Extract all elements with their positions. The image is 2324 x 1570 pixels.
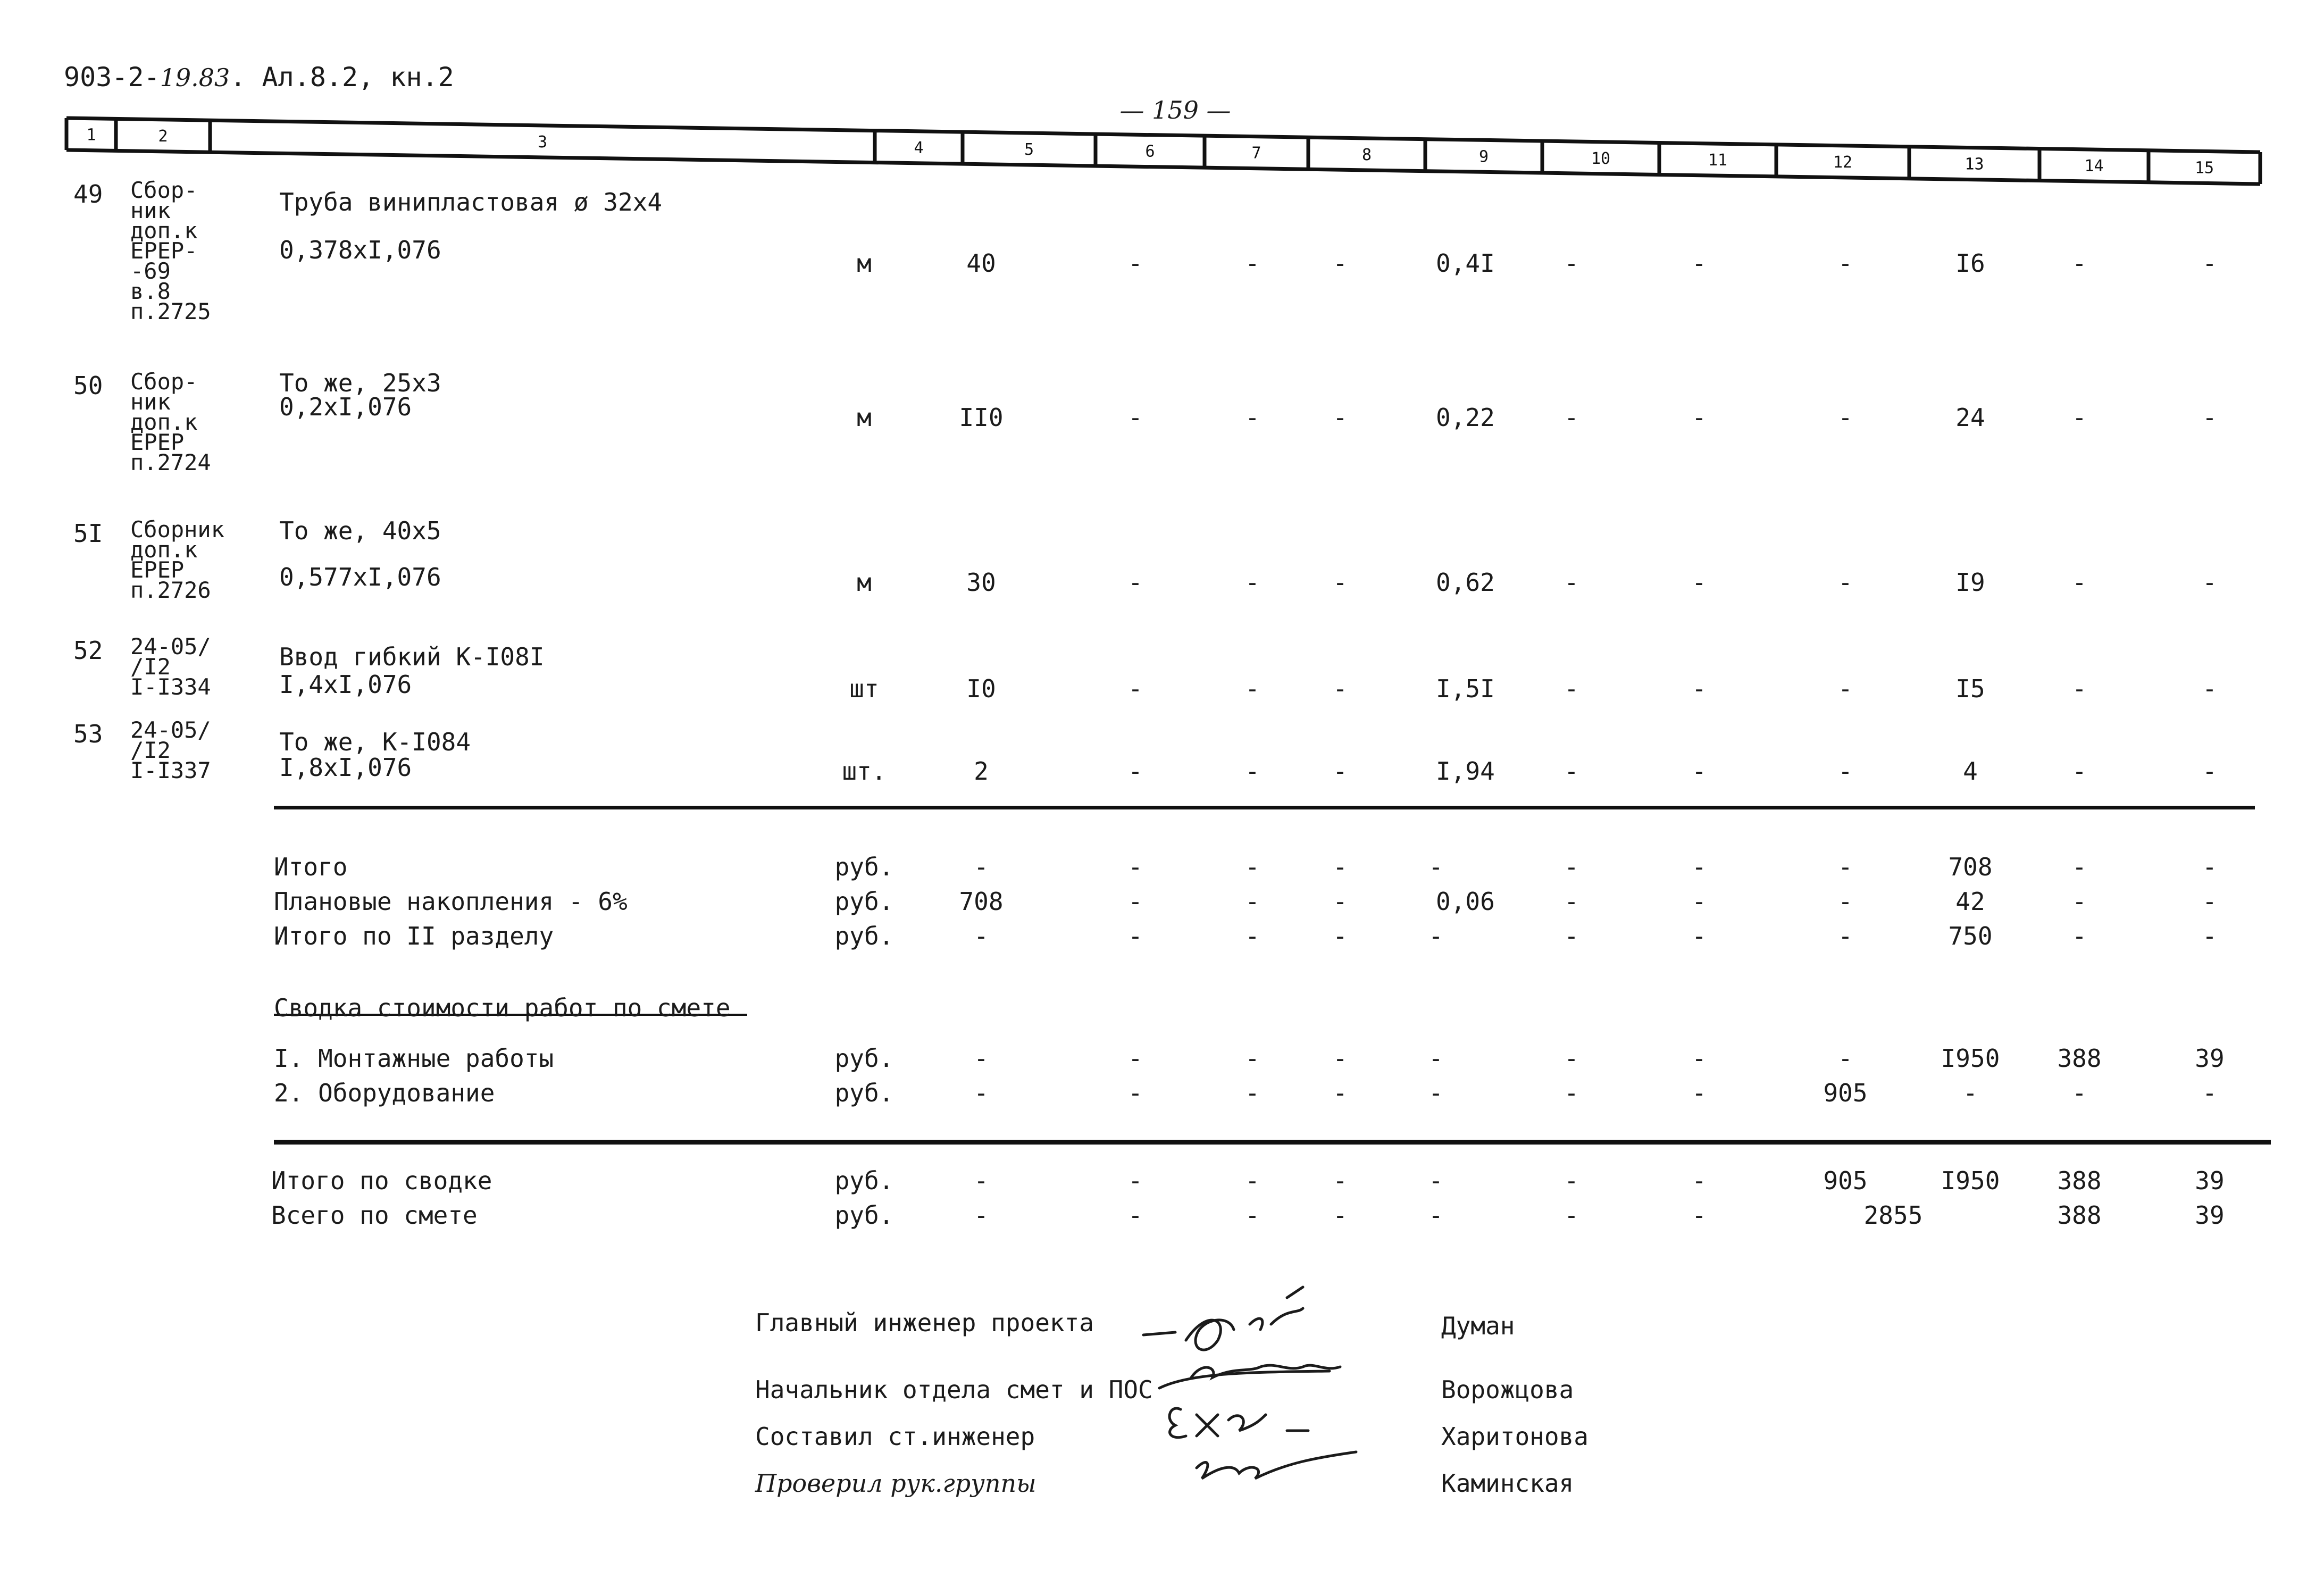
column-number-2: 2 [158,127,168,146]
row-52-unit: шт [849,674,879,703]
total-2-c15: - [2202,922,2217,950]
summary-0-c15: 39 [2195,1044,2225,1073]
row-5I-c9: 0,62 [1436,568,1495,597]
row-5I-ref-line-3: п.2726 [130,577,211,603]
row-49-c10: - [1564,249,1579,278]
row-50-ref-line-4: п.2724 [130,449,211,475]
total-2-c7: - [1245,922,1260,950]
total-0-label: Итого [274,853,348,881]
total-2-c6: - [1128,922,1143,950]
final-1-c11: - [1692,1201,1707,1230]
row-50-ref-line-3: ЕРЕР [130,429,185,455]
row-49-ref-line-6: п.2725 [130,298,211,324]
total-1-c7: - [1245,887,1260,916]
total-0-unit: руб. [834,853,894,881]
total-1-c10: - [1564,887,1579,916]
summary-0-c13: I950 [1941,1044,2000,1073]
final-0-c13: I950 [1941,1166,2000,1195]
row-50-ref-line-1: ник [130,389,171,415]
final-0-c8: - [1333,1166,1348,1195]
summary-0-c10: - [1564,1044,1579,1073]
row-50-c14: - [2072,403,2087,432]
row-49-c12: - [1838,249,1853,278]
final-1-c7: - [1245,1201,1260,1230]
row-52-calc: I,4xI,076 [279,670,412,699]
summary-1-unit: руб. [834,1079,894,1107]
summary-0-c11: - [1692,1044,1707,1073]
column-number-3: 3 [537,132,548,152]
summary-1-c7: - [1245,1079,1260,1107]
row-5I-c13: I9 [1955,568,1985,597]
row-50-c11: - [1692,403,1707,432]
column-number-11: 11 [1708,151,1728,170]
row-53-ref-line-0: 24-05/ [130,717,211,743]
row-49-c15: - [2202,249,2217,278]
signature-role-checker: Проверил рук.группы [755,1469,1036,1498]
final-0-c11: - [1692,1166,1707,1195]
total-2-c9: - [1428,922,1443,950]
signature-name-checker: Каминская [1441,1469,1574,1498]
summary-0-c9: - [1428,1044,1443,1073]
total-2-unit: руб. [834,922,894,950]
row-52-number: 52 [73,636,103,665]
total-0-c5: - [974,853,989,881]
row-49-c14: - [2072,249,2087,278]
row-50-c6: - [1128,403,1143,432]
final-0-c15: 39 [2195,1166,2225,1195]
row-5I-ref-line-0: Сборник [130,516,225,542]
total-0-c6: - [1128,853,1143,881]
summary-separator-line [274,1140,2271,1145]
row-53-c5: 2 [974,757,989,786]
row-5I-c5: 30 [966,568,996,597]
summary-1-c15: - [2202,1079,2217,1107]
total-2-label: Итого по II разделу [274,922,554,950]
row-50-c12: - [1838,403,1853,432]
total-2-c5: - [974,922,989,950]
row-52-c12: - [1838,674,1853,703]
row-53-number: 53 [73,720,103,748]
column-number-8: 8 [1361,145,1372,164]
row-49-c13: I6 [1955,249,1985,278]
row-53-c13: 4 [1963,757,1978,786]
row-49-ref-line-3: ЕРЕР- [130,238,198,264]
row-53-calc: I,8xI,076 [279,753,412,782]
total-0-c12: - [1838,853,1853,881]
column-number-6: 6 [1145,142,1155,161]
row-5I-c11: - [1692,568,1707,597]
signature-role-head: Начальник отдела смет и ПОС [755,1375,1153,1404]
total-1-c6: - [1128,887,1143,916]
column-number-13: 13 [1964,155,1984,174]
row-53-c12: - [1838,757,1853,786]
final-0-c5: - [974,1166,989,1195]
summary-1-c6: - [1128,1079,1143,1107]
final-0-c6: - [1128,1166,1143,1195]
row-52-ref-line-2: I-I334 [130,674,211,700]
row-52-c13: I5 [1955,674,1985,703]
final-0-c14: 388 [2057,1166,2102,1195]
row-5I-c14: - [2072,568,2087,597]
row-50-c9: 0,22 [1436,403,1495,432]
total-1-c14: - [2072,887,2087,916]
row-50-ref-line-2: доп.к [130,409,198,435]
column-number-10: 10 [1591,149,1611,168]
row-49-ref-line-4: -69 [130,258,171,284]
row-49-number: 49 [73,180,103,208]
row-50-ref-line-0: Сбор- [130,369,198,395]
row-5I-c15: - [2202,568,2217,597]
row-53-c8: - [1333,757,1348,786]
total-2-c14: - [2072,922,2087,950]
row-50-c7: - [1245,403,1260,432]
column-header [0,0,2324,216]
total-1-c12: - [1838,887,1853,916]
row-50-c10: - [1564,403,1579,432]
total-0-c15: - [2202,853,2217,881]
row-49-c5: 40 [966,249,996,278]
final-1-c8: - [1333,1201,1348,1230]
total-1-c9: 0,06 [1436,887,1495,916]
total-2-c13: 750 [1948,922,1993,950]
summary-0-c7: - [1245,1044,1260,1073]
row-53-title: То же, К-I084 [279,728,471,756]
summary-title: Сводка стоимости работ по смете [274,993,731,1022]
final-1-label: Всего по смете [271,1201,478,1230]
row-49-ref-line-2: доп.к [130,218,198,244]
total-1-c11: - [1692,887,1707,916]
row-5I-number: 5I [73,519,103,548]
summary-1-label: 2. Оборудование [274,1079,495,1107]
row-5I-c7: - [1245,568,1260,597]
total-0-c8: - [1333,853,1348,881]
summary-1-c13: - [1963,1079,1978,1107]
row-49-ref-line-1: ник [130,197,171,223]
final-0-label: Итого по сводке [271,1166,492,1195]
total-1-c5: 708 [959,887,1004,916]
row-52-c9: I,5I [1436,674,1495,703]
row-50-c5: II0 [959,403,1004,432]
total-1-c8: - [1333,887,1348,916]
signature-name-compiler: Харитонова [1441,1422,1589,1451]
row-52-c11: - [1692,674,1707,703]
row-53-c6: - [1128,757,1143,786]
total-1-c13: 42 [1955,887,1985,916]
row-49-c6: - [1128,249,1143,278]
total-0-c9: - [1428,853,1443,881]
row-49-c7: - [1245,249,1260,278]
row-52-c8: - [1333,674,1348,703]
row-49-ref-line-0: Сбор- [130,177,198,203]
row-5I-c8: - [1333,568,1348,597]
row-5I-title: То же, 40x5 [279,516,441,545]
row-5I-c6: - [1128,568,1143,597]
row-53-c11: - [1692,757,1707,786]
row-53-unit: шт. [842,757,887,786]
signature-name-head: Ворожцова [1441,1375,1574,1404]
row-52-ref-line-1: /I2 [130,654,171,680]
row-49-ref-line-5: в.8 [130,278,171,304]
total-0-c13: 708 [1948,853,1993,881]
row-53-c9: I,94 [1436,757,1495,786]
page-number: — 159 — [1119,96,1231,124]
total-0-c14: - [2072,853,2087,881]
final-1-unit: руб. [834,1201,894,1230]
final-0-c12: 905 [1823,1166,1868,1195]
row-50-calc: 0,2xI,076 [279,392,412,421]
row-5I-calc: 0,577xI,076 [279,563,441,591]
row-53-c15: - [2202,757,2217,786]
row-52-title: Ввод гибкий К-I08I [279,642,545,671]
row-50-title: То же, 25x3 [279,369,441,397]
row-50-c15: - [2202,403,2217,432]
summary-1-c10: - [1564,1079,1579,1107]
row-50-number: 50 [73,371,103,400]
row-49-c11: - [1692,249,1707,278]
final-0-c7: - [1245,1166,1260,1195]
row-53-c14: - [2072,757,2087,786]
summary-1-c5: - [974,1079,989,1107]
total-2-c12: - [1838,922,1853,950]
row-5I-unit: м [857,568,872,597]
final-1-c9: - [1428,1201,1443,1230]
column-number-12: 12 [1833,153,1853,172]
row-52-c6: - [1128,674,1143,703]
row-49-title: Труба винипластовая ø 32x4 [279,188,663,216]
summary-1-c12: 905 [1823,1079,1868,1107]
column-number-9: 9 [1478,147,1489,166]
row-50-c8: - [1333,403,1348,432]
row-5I-ref-line-2: ЕРЕР [130,557,185,583]
row-52-c15: - [2202,674,2217,703]
row-53-c10: - [1564,757,1579,786]
row-5I-ref-line-1: доп.к [130,537,198,563]
total-1-label: Плановые накопления - 6% [274,887,628,916]
signature-role-compiler: Составил ст.инженер [755,1422,1035,1451]
row-49-c8: - [1333,249,1348,278]
row-52-c14: - [2072,674,2087,703]
summary-0-label: I. Монтажные работы [274,1044,554,1073]
document-code-handwritten: 19.83 [160,63,230,92]
final-0-c9: - [1428,1166,1443,1195]
total-0-c11: - [1692,853,1707,881]
summary-0-c8: - [1333,1044,1348,1073]
final-1-c14: 388 [2057,1201,2102,1230]
document-code-suffix: . Ал.8.2, кн.2 [230,62,454,93]
row-5I-c12: - [1838,568,1853,597]
row-53-c7: - [1245,757,1260,786]
total-2-c10: - [1564,922,1579,950]
column-number-1: 1 [86,126,96,145]
column-number-5: 5 [1024,140,1034,160]
final-0-c10: - [1564,1166,1579,1195]
rows-separator-line [274,806,2255,809]
row-52-c5: I0 [966,674,996,703]
row-5I-c10: - [1564,568,1579,597]
column-number-7: 7 [1251,144,1261,163]
row-50-unit: м [857,403,872,432]
summary-1-c11: - [1692,1079,1707,1107]
summary-0-c14: 388 [2057,1044,2102,1073]
summary-0-c6: - [1128,1044,1143,1073]
row-53-ref-line-2: I-I337 [130,757,211,783]
summary-1-c9: - [1428,1079,1443,1107]
final-1-c10: - [1564,1201,1579,1230]
summary-0-c5: - [974,1044,989,1073]
row-52-c7: - [1245,674,1260,703]
summary-1-c8: - [1333,1079,1348,1107]
final-1-c6: - [1128,1201,1143,1230]
column-number-14: 14 [2084,157,2104,176]
summary-0-c12: - [1838,1044,1853,1073]
summary-1-c14: - [2072,1079,2087,1107]
total-2-c11: - [1692,922,1707,950]
signature-name-chief: Думан [1441,1312,1515,1340]
row-53-ref-line-1: /I2 [130,737,171,763]
row-49-unit: м [857,249,872,278]
final-0-unit: руб. [834,1166,894,1195]
row-52-c10: - [1564,674,1579,703]
summary-0-unit: руб. [834,1044,894,1073]
final-1-c15: 39 [2195,1201,2225,1230]
signature-role-chief: Главный инженер проекта [755,1308,1094,1337]
final-1-c5: - [974,1201,989,1230]
total-2-c8: - [1333,922,1348,950]
handwritten-signatures [1127,1276,1468,1521]
row-49-c9: 0,4I [1436,249,1495,278]
row-49-calc: 0,378xI,076 [279,236,441,264]
row-50-c13: 24 [1955,403,1985,432]
column-number-15: 15 [2194,158,2214,178]
document-code-prefix: 903-2- [64,62,160,93]
final-1-c12-13: 2855 [1863,1201,1923,1230]
total-0-c7: - [1245,853,1260,881]
column-number-4: 4 [914,138,924,157]
total-1-unit: руб. [834,887,894,916]
total-1-c15: - [2202,887,2217,916]
total-0-c10: - [1564,853,1579,881]
row-52-ref-line-0: 24-05/ [130,633,211,659]
